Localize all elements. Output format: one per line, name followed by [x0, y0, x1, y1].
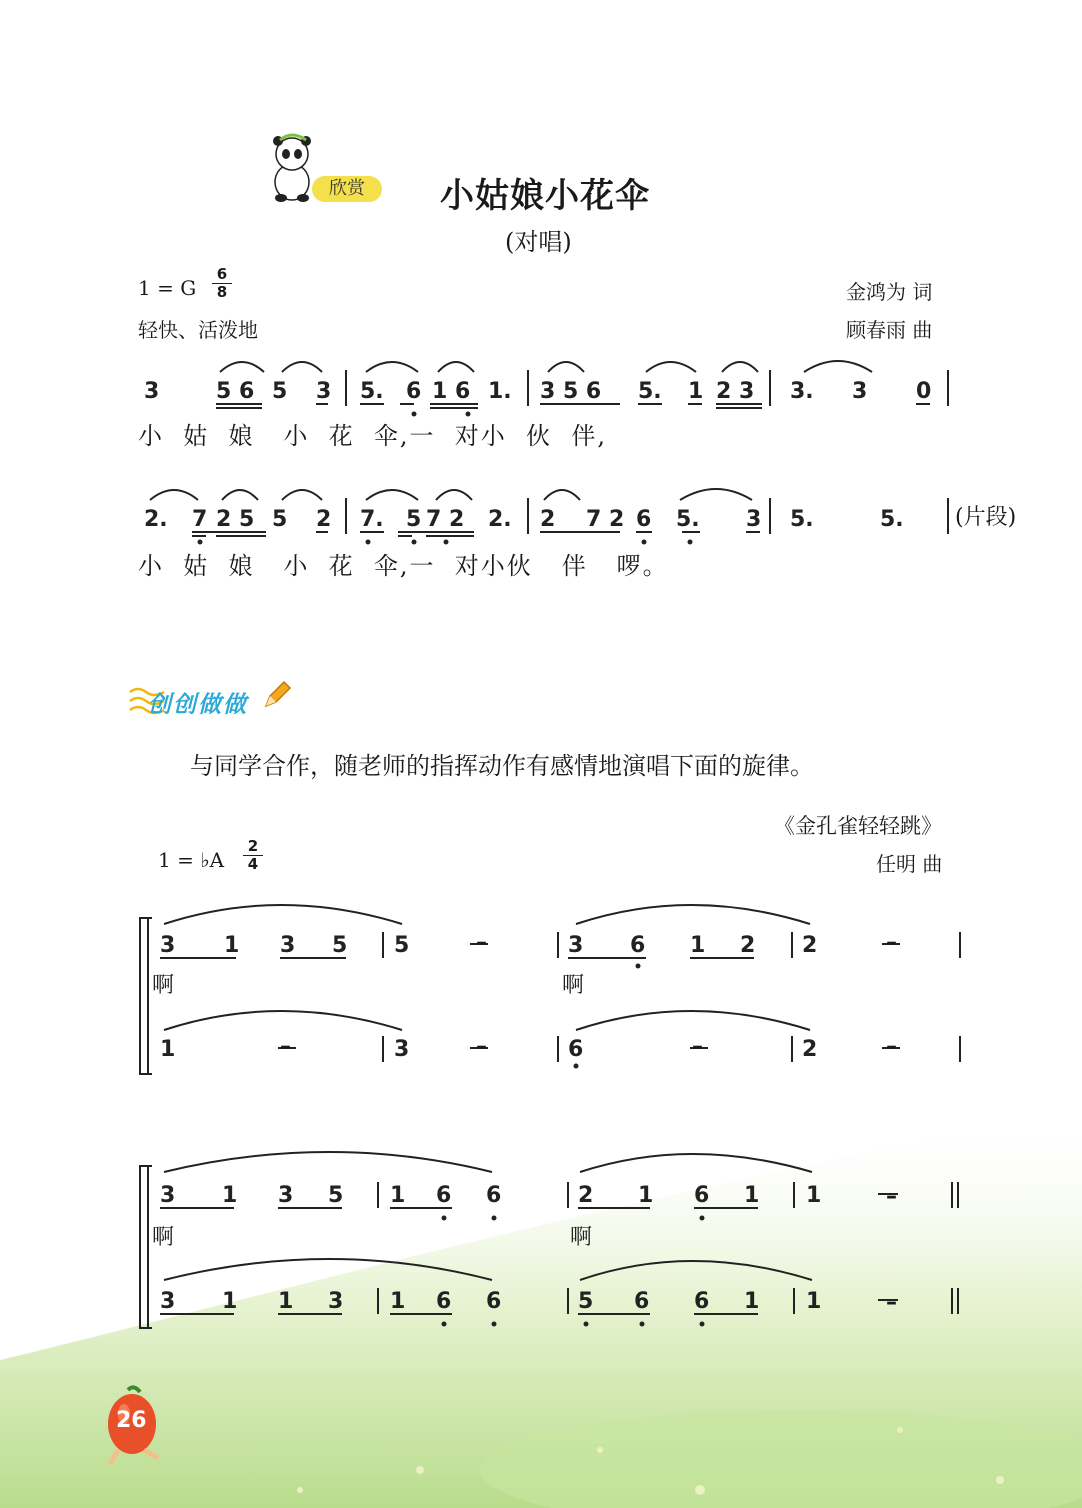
pencil-icon	[262, 680, 292, 710]
svg-text:1: 1	[690, 933, 706, 958]
lyrics-line-2: 小 姑 娘 小 花 伞,一 对小伙 伴 啰。	[138, 552, 669, 580]
svg-text:3: 3	[160, 933, 176, 958]
syllable: 啊	[152, 1225, 175, 1250]
note: 6	[406, 379, 422, 404]
note: 5.	[790, 507, 814, 532]
svg-text:3: 3	[160, 1183, 176, 1208]
note: 2.	[488, 507, 512, 532]
note: 5 6	[216, 379, 255, 404]
note: 1 6	[432, 379, 471, 404]
svg-text:5: 5	[328, 1183, 344, 1208]
note: 7.	[360, 507, 384, 532]
note: 2 5	[216, 507, 255, 532]
svg-text:1: 1	[278, 1289, 294, 1314]
note: 3	[852, 379, 868, 404]
note: 2 3	[716, 379, 755, 404]
svg-text:1: 1	[806, 1289, 822, 1314]
svg-text:3: 3	[278, 1183, 294, 1208]
note: 5.	[676, 507, 700, 532]
svg-text:3: 3	[394, 1037, 410, 1062]
composer: 顾春雨 曲	[846, 318, 933, 342]
svg-text:1: 1	[744, 1289, 760, 1314]
svg-text:5: 5	[332, 933, 348, 958]
activity-label: 创创做做	[148, 692, 248, 718]
note: 3	[746, 507, 762, 532]
svg-text:1: 1	[224, 933, 240, 958]
note: 2	[316, 507, 332, 532]
svg-text:6: 6	[486, 1289, 502, 1314]
svg-text:3: 3	[280, 933, 296, 958]
page-number: 26	[116, 1408, 147, 1433]
note: 1.	[488, 379, 512, 404]
note: 2.	[144, 507, 168, 532]
svg-text:6: 6	[694, 1289, 710, 1314]
activity-instruction: 与同学合作，随老师的指挥动作有感情地演唱下面的旋律。	[190, 752, 814, 780]
syllable: 啊	[152, 973, 175, 998]
svg-text:1: 1	[390, 1183, 406, 1208]
svg-text:2: 2	[578, 1183, 594, 1208]
svg-text:6: 6	[436, 1183, 452, 1208]
svg-text:1: 1	[638, 1183, 654, 1208]
note: 3	[144, 379, 160, 404]
note: 5	[406, 507, 422, 532]
svg-text:6: 6	[630, 933, 646, 958]
note: 5.	[360, 379, 384, 404]
syllable: 啊	[562, 973, 585, 998]
svg-text:5: 5	[578, 1289, 594, 1314]
svg-text:6: 6	[486, 1183, 502, 1208]
section-badge: 欣赏	[312, 176, 382, 202]
svg-text:6: 6	[436, 1289, 452, 1314]
svg-text:2: 2	[802, 1037, 818, 1062]
note: 3 5 6	[540, 379, 602, 404]
excerpt-mark: (片段)	[955, 505, 1017, 530]
svg-text:5: 5	[394, 933, 410, 958]
activity-time-signature: 2 4	[243, 838, 263, 873]
note: 7 2	[426, 507, 465, 532]
note: 5.	[880, 507, 904, 532]
svg-text:3: 3	[568, 933, 584, 958]
tempo-marking: 轻快、活泼地	[138, 318, 258, 342]
svg-text:1: 1	[222, 1289, 238, 1314]
svg-text:1: 1	[160, 1037, 176, 1062]
song-title: 小姑娘小花伞	[440, 176, 650, 216]
svg-text:2: 2	[740, 933, 756, 958]
svg-text:1: 1	[222, 1183, 238, 1208]
note: 5	[272, 507, 288, 532]
note: 3.	[790, 379, 814, 404]
svg-text:3: 3	[328, 1289, 344, 1314]
activity-key-signature: 1 = ♭A	[158, 848, 225, 872]
note: 2	[540, 507, 556, 532]
svg-text:2: 2	[802, 933, 818, 958]
score-system-1	[130, 896, 980, 1086]
svg-text:1: 1	[744, 1183, 760, 1208]
syllable: 啊	[570, 1225, 593, 1250]
svg-text:3: 3	[160, 1289, 176, 1314]
lyrics-line-1: 小 姑 娘 小 花 伞,一 对小 伙 伴,	[138, 422, 607, 450]
note: 0	[916, 379, 932, 404]
note: 1	[688, 379, 704, 404]
svg-text:6: 6	[568, 1037, 584, 1062]
piece-title: 《金孔雀轻轻跳》	[774, 814, 942, 838]
key-signature: 1 = G	[138, 276, 197, 300]
note: 5.	[638, 379, 662, 404]
svg-text:1: 1	[390, 1289, 406, 1314]
note: 6	[636, 507, 652, 532]
svg-text:6: 6	[694, 1183, 710, 1208]
lyricist: 金鸿为 词	[846, 280, 933, 304]
note: 3	[316, 379, 332, 404]
note: 7	[192, 507, 208, 532]
note: 5	[272, 379, 288, 404]
score-system-2	[130, 1142, 980, 1334]
note: 7 2	[586, 507, 625, 532]
time-signature: 6 8	[212, 266, 232, 301]
song-subtitle: (对唱)	[505, 228, 572, 256]
activity-composer: 任明 曲	[876, 852, 943, 876]
svg-text:1: 1	[806, 1183, 822, 1208]
svg-text:6: 6	[634, 1289, 650, 1314]
panda-icon	[266, 132, 318, 204]
